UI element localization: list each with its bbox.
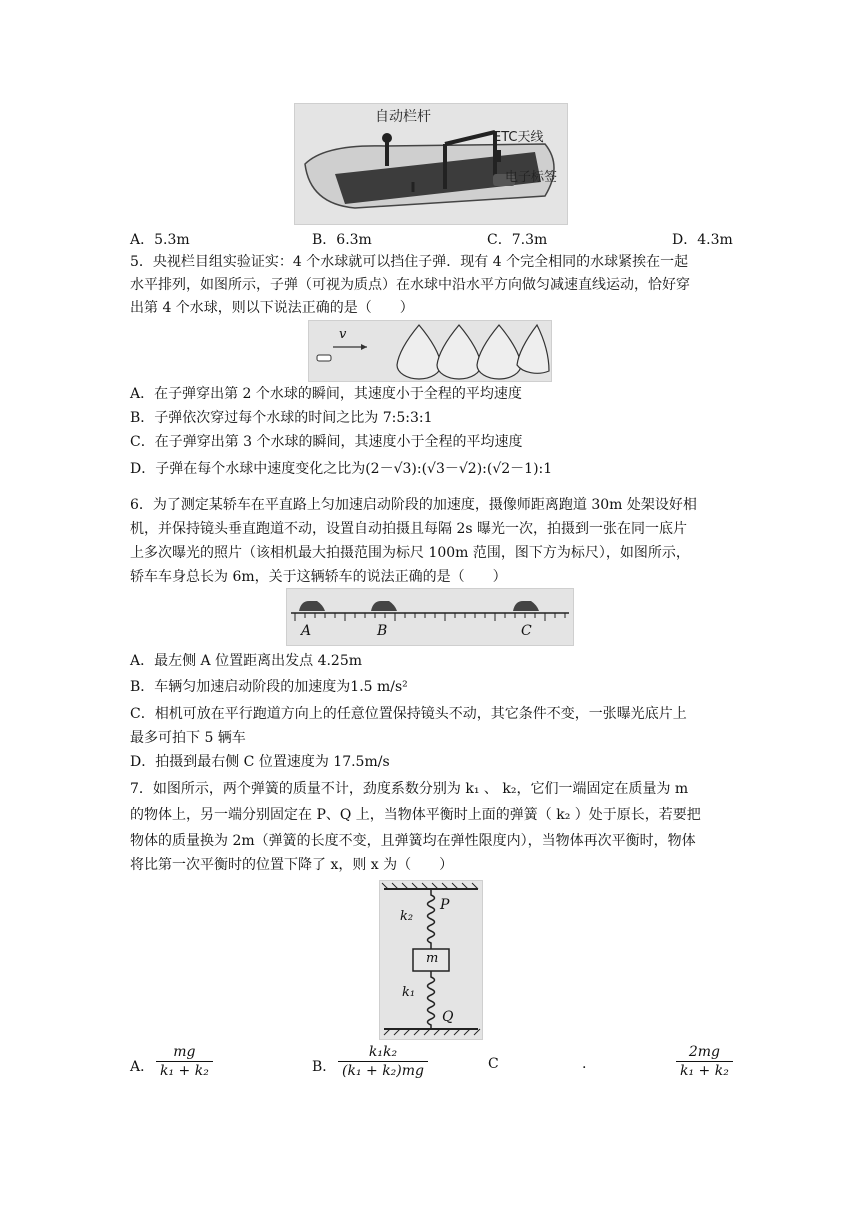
q5-option-a: A．在子弹穿出第 2 个水球的瞬间，其速度小于全程的平均速度 xyxy=(130,386,522,402)
q4-option-b: B．6.3m xyxy=(312,232,372,248)
q7-option-b-fraction xyxy=(338,1043,428,1080)
q5-option-d: D．子弹在每个水球中速度变化之比为(2－√3):(√3－√2):(√2－1):1 xyxy=(130,461,553,477)
q5-option-b: B．子弹依次穿过每个水球的时间之比为 7:5:3:1 xyxy=(130,410,433,426)
q6-option-b: B．车辆匀加速启动阶段的加速度为1.5 m/s² xyxy=(130,679,408,695)
q6-option-d: D．拍摄到最右侧 C 位置速度为 17.5m/s xyxy=(130,754,390,770)
q4-option-c: C．7.3m xyxy=(487,232,548,248)
q7-option-c-fraction xyxy=(676,1043,733,1080)
q7-option-a-numerator: mg xyxy=(156,1043,213,1062)
q6-option-a: A．最左侧 A 位置距离出发点 4.25m xyxy=(130,653,363,669)
water-ball-figure xyxy=(308,320,552,382)
etc-figure xyxy=(294,103,568,225)
label-auto-bar: 自动栏杆 xyxy=(375,109,431,125)
etc-drawing xyxy=(295,104,567,224)
spring-figure xyxy=(379,880,483,1040)
position-a-label: A xyxy=(301,623,312,639)
spring-k2-label: k₂ xyxy=(400,909,414,924)
q6-option-c-cont: 最多可拍下 5 辆车 xyxy=(130,730,246,746)
q7-option-c-denominator: k₁ + k₂ xyxy=(680,1063,729,1079)
q6-option-c: C．相机可放在平行跑道方向上的任意位置保持镜头不动，其它条件不变，一张曝光底片上 xyxy=(130,706,687,722)
q7-option-a-denominator: k₁ + k₂ xyxy=(160,1063,209,1079)
q7-option-c-label: C xyxy=(488,1056,499,1072)
position-b-label: B xyxy=(377,623,388,639)
mass-m-label: m xyxy=(426,951,439,966)
q7-option-a-fraction xyxy=(156,1043,213,1080)
q4-option-a: A．5.3m xyxy=(130,232,190,248)
label-electronic-tag: 电子标签 xyxy=(505,170,558,185)
q6-stem-line-4: 轿车车身总长为 6m，关于这辆轿车的说法正确的是（ ） xyxy=(130,569,507,585)
q7-option-c-numerator: 2mg xyxy=(676,1043,733,1062)
q7-stem-line-1: 7．如图所示，两个弹簧的质量不计，劲度系数分别为 k₁ 、 k₂，它们一端固定在质量为 m xyxy=(130,781,689,797)
point-q-label: Q xyxy=(442,1009,454,1025)
q7-stem-line-2: 的物体上，另一端分别固定在 P、Q 上，当物体平衡时上面的弹簧（ k₂ ）处于原长，若要把 xyxy=(130,807,701,823)
spring-k1-label: k₁ xyxy=(402,985,416,1000)
velocity-label: v xyxy=(339,327,347,342)
label-etc-antenna: ETC天线 xyxy=(493,130,544,145)
exposure-figure xyxy=(286,588,574,646)
q7-option-b-numerator: k₁k₂ xyxy=(338,1043,428,1062)
q7-option-b-denominator: (k₁ + k₂)mg xyxy=(342,1063,424,1079)
q7-option-b-label: B． xyxy=(312,1059,337,1075)
q6-stem-line-3: 上多次曝光的照片（该相机最大拍摄范围为标尺 100m 范围，图下方为标尺），如图所示， xyxy=(130,545,690,561)
q7-option-c-dot: . xyxy=(582,1056,587,1072)
q6-stem-line-1: 6．为了测定某轿车在平直路上匀加速启动阶段的加速度，摄像师距离跑道 30m 处架设好相 xyxy=(130,497,697,513)
q5-stem-line-3: 出第 4 个水球，则以下说法正确的是（ ） xyxy=(130,300,414,316)
q5-stem-line-2: 水平排列，如图所示，子弹（可视为质点）在水球中沿水平方向做匀减速直线运动，恰好穿 xyxy=(130,277,690,293)
q7-stem-line-3: 物体的质量换为 2m（弹簧的长度不变，且弹簧均在弹性限度内），当物体再次平衡时，物体 xyxy=(130,833,696,849)
q5-stem-line-1: 5．央视栏目组实验证实：4 个水球就可以挡住子弹．现有 4 个完全相同的水球紧挨在一起 xyxy=(130,254,689,270)
q7-option-a-label: A． xyxy=(130,1059,155,1075)
position-c-label: C xyxy=(521,623,532,639)
q7-stem-line-4: 将比第一次平衡时的位置下降了 x，则 x 为（ ） xyxy=(130,857,454,873)
q4-option-d: D．4.3m xyxy=(672,232,733,248)
q5-option-c: C．在子弹穿出第 3 个水球的瞬间，其速度小于全程的平均速度 xyxy=(130,434,523,450)
q6-stem-line-2: 机，并保持镜头垂直跑道不动，设置自动拍摄且每隔 2s 曝光一次，拍摄到一张在同一底片 xyxy=(130,521,687,537)
point-p-label: P xyxy=(440,897,450,913)
